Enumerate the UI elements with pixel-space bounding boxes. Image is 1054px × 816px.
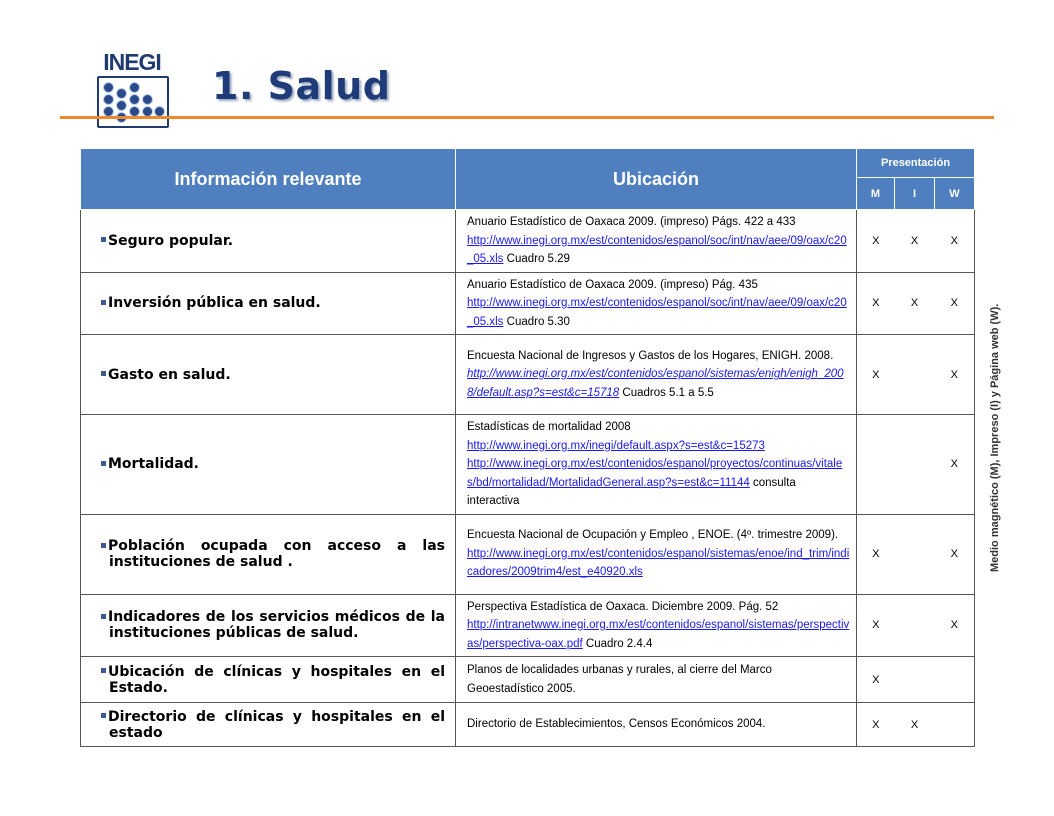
row-source: Encuesta Nacional de Ingresos y Gastos de los Hogares, ENIGH. 2008.: [467, 349, 834, 362]
row-suffix: Cuadros 5.1 a 5.5: [619, 386, 714, 399]
logo-text: INEGI: [103, 49, 161, 75]
row-source: Estadísticas de mortalidad 2008: [467, 421, 631, 433]
bullet-icon: [101, 543, 106, 548]
row-source: Directorio de Establecimientos, Censos Económicos 2004.: [467, 718, 766, 731]
cell-w: X: [935, 514, 975, 594]
row-suffix: Cuadro 5.30: [503, 315, 570, 328]
header-m: M: [857, 178, 895, 210]
cell-i: X: [895, 703, 935, 747]
cell-m: X: [857, 210, 895, 273]
row-link[interactable]: http://www.inegi.org.mx/est/contenidos/espanol/sistemas/enoe/ind_trim/indicadores/2009trim4/est_e40920.xls: [467, 547, 850, 579]
cell-m: X: [857, 272, 895, 335]
row-info: Gasto en salud.: [108, 366, 231, 383]
bullet-icon: [101, 371, 106, 376]
row-suffix: consulta interactiva: [467, 476, 796, 507]
row-source: Perspectiva Estadística de Oaxaca. Diciembre 2009. Pág. 52: [467, 600, 779, 613]
cell-i: [895, 657, 935, 703]
information-table: [80, 148, 975, 747]
row-source: Planos de localidades urbanas y rurales, al cierre del Marco Geoestadístico 2005.: [467, 664, 772, 695]
side-note: Medio magnético (M), Impreso (I) y Página web (W).: [989, 303, 1001, 572]
cell-i: [895, 594, 935, 657]
bullet-icon: [101, 614, 106, 619]
cell-m: X: [857, 594, 895, 657]
cell-m: [857, 415, 895, 515]
row-link-secondary[interactable]: http://www.inegi.org.mx/est/contenidos/espanol/proyectos/continuas/vitales/bd/mortalidad/MortalidadGeneral.asp?s=est&c=11144: [467, 458, 843, 489]
bullet-icon: [101, 668, 106, 673]
header-i: I: [895, 178, 935, 210]
header-location: Ubicación: [456, 149, 857, 210]
header-info: Información relevante: [81, 149, 456, 210]
row-info: Indicadores de los servicios médicos de la instituciones públicas de salud.: [108, 609, 445, 642]
cell-i: X: [895, 272, 935, 335]
row-info: Mortalidad.: [108, 456, 199, 473]
row-suffix: Cuadro 5.29: [503, 253, 570, 265]
cell-w: X: [935, 415, 975, 515]
row-source: Anuario Estadístico de Oaxaca 2009. (impreso) Pág. 435: [467, 278, 758, 291]
row-link[interactable]: http://www.inegi.org.mx/est/contenidos/espanol/soc/int/nav/aee/09/oax/c20_05.xls: [467, 297, 847, 328]
bullet-icon: [101, 461, 106, 466]
table-row: [81, 657, 975, 703]
table-row: [81, 210, 975, 273]
cell-w: X: [935, 272, 975, 335]
bullet-icon: [101, 713, 106, 718]
cell-m: X: [857, 703, 895, 747]
header-presentation: Presentación: [857, 149, 975, 178]
cell-i: [895, 335, 935, 415]
bullet-icon: [101, 300, 106, 305]
row-link[interactable]: http://www.inegi.org.mx/est/contenidos/espanol/sistemas/enigh/enigh_2008/default.asp?s=est&c=15718: [467, 368, 844, 399]
table-row: [81, 594, 975, 657]
cell-w: X: [935, 335, 975, 415]
cell-i: [895, 415, 935, 515]
cell-m: X: [857, 657, 895, 703]
cell-w: X: [935, 210, 975, 273]
table-row: [81, 272, 975, 335]
row-link[interactable]: http://www.inegi.org.mx/est/contenidos/espanol/soc/int/nav/aee/09/oax/c20_05.xls: [467, 234, 847, 265]
cell-m: X: [857, 514, 895, 594]
cell-i: X: [895, 210, 935, 273]
row-suffix: Cuadro 2.4.4: [582, 637, 653, 650]
table-row: [81, 514, 975, 594]
title-divider: [60, 116, 994, 119]
cell-w: [935, 657, 975, 703]
row-info: Directorio de clínicas y hospitales en el estado: [108, 708, 445, 741]
table-row: [81, 335, 975, 415]
cell-m: X: [857, 335, 895, 415]
row-link[interactable]: http://intranetwww.inegi.org.mx/est/contenidos/espanol/sistemas/perspectivas/perspectiva-oax.pdf: [467, 619, 850, 650]
row-info: Inversión pública en salud.: [108, 295, 321, 312]
row-info: Población ocupada con acceso a las instituciones de salud .: [108, 538, 445, 570]
row-link[interactable]: http://www.inegi.org.mx/inegi/default.aspx?s=est&c=15273: [467, 439, 765, 452]
header-w: W: [935, 178, 975, 210]
logo-abacus-icon: [97, 76, 169, 128]
row-info: Seguro popular.: [108, 232, 234, 249]
row-source: Encuesta Nacional de Ocupación y Empleo , ENOE. (4º. trimestre 2009).: [467, 529, 839, 542]
table-row: [81, 415, 975, 515]
cell-w: [935, 703, 975, 747]
cell-w: X: [935, 594, 975, 657]
table-row: [81, 703, 975, 747]
row-source: Anuario Estadístico de Oaxaca 2009. (impreso) Págs. 422 a 433: [467, 216, 796, 228]
cell-i: [895, 514, 935, 594]
page-title: 1. Salud: [212, 64, 391, 108]
bullet-icon: [101, 237, 106, 242]
row-info: Ubicación de clínicas y hospitales en el Estado.: [108, 663, 445, 696]
